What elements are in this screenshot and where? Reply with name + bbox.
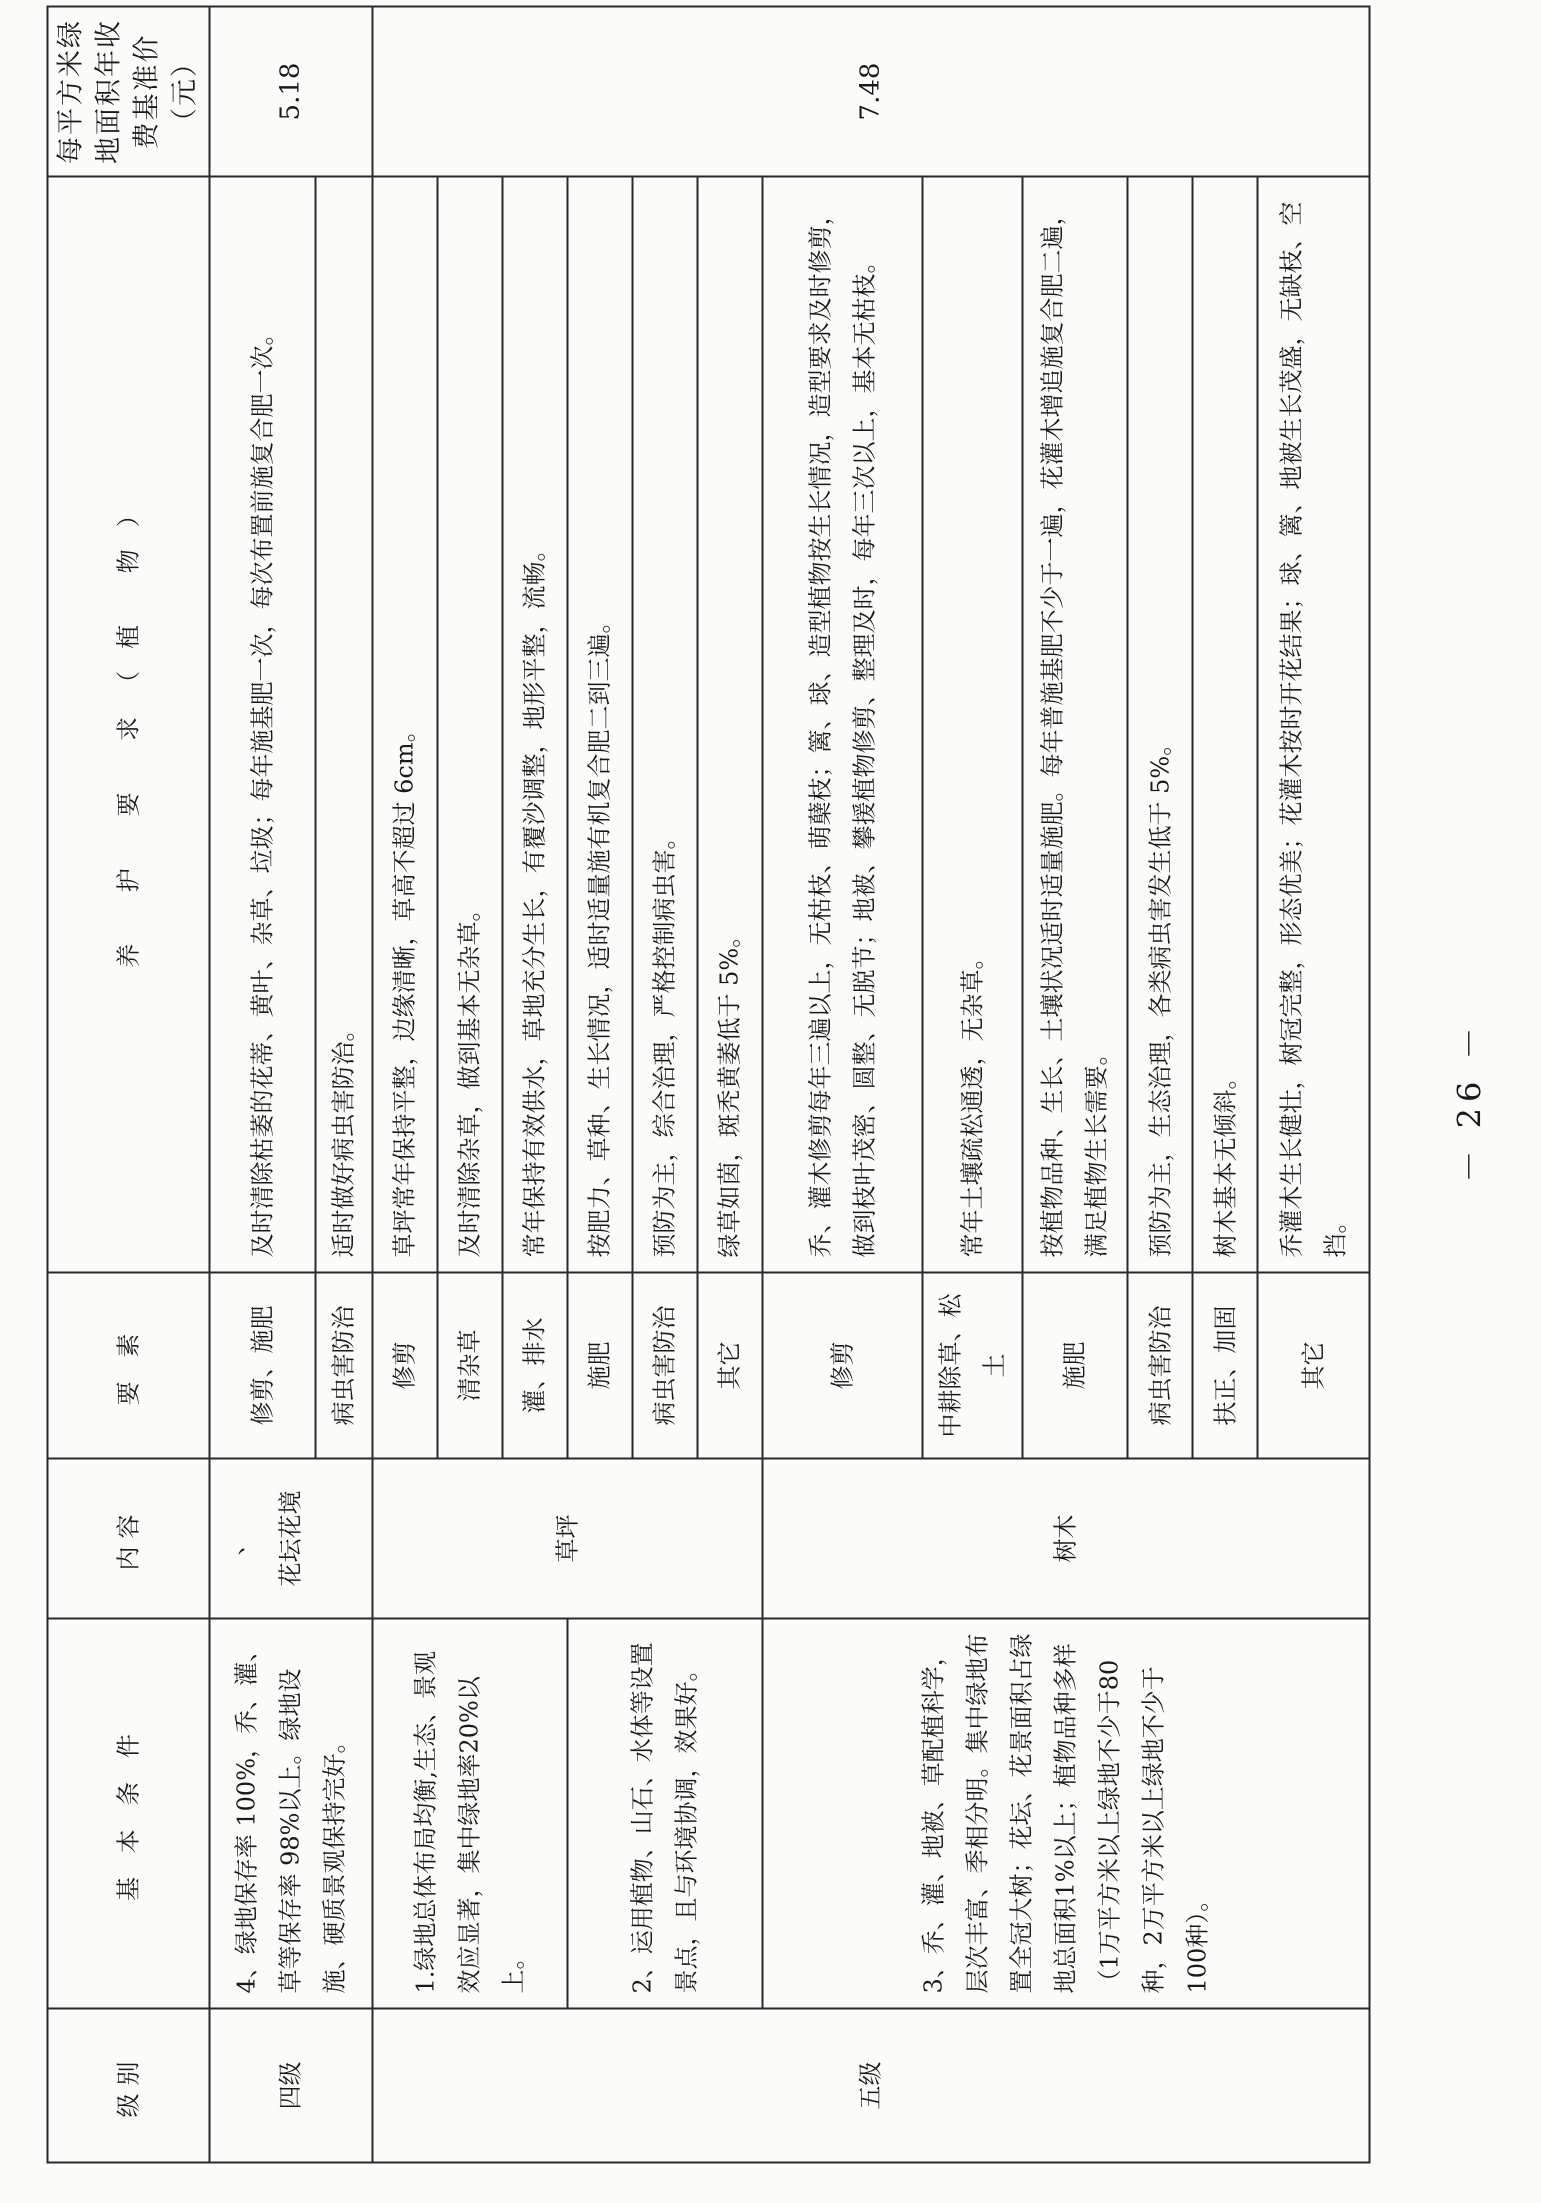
lawn-requirement-1: 草坪常年保持平整，边缘清晰，草高不超过 6cm。: [372, 176, 437, 1272]
table-row: [762, 6, 922, 2162]
level-5-basic-2: 2、运用植物、山石、水体等设置景点，且与环境协调，效果好。: [567, 1618, 762, 2008]
level-4-cell: 四级: [209, 2008, 372, 2162]
lawn-requirement-6: 绿草如茵，斑秃黄萎低于 5%。: [697, 176, 762, 1272]
stray-mark: 、: [220, 1531, 248, 1555]
lawn-element-1: 修剪: [372, 1272, 437, 1458]
lawn-requirement-5: 预防为主，综合治理，严格控制病虫害。: [632, 176, 697, 1272]
lawn-element-4: 施肥: [567, 1272, 632, 1458]
lawn-element-5: 病虫害防治: [632, 1272, 697, 1458]
trees-requirement-5: 树木基本无倾斜。: [1192, 176, 1257, 1272]
level-4-basic: 4、绿地保存率 100%，乔、灌、草等保存率 98%以上。绿地设施、硬质景观保持完好。: [209, 1618, 372, 2008]
header-content: 内容: [47, 1458, 209, 1618]
level-4-content: [209, 1458, 372, 1618]
lawn-requirement-3: 常年保持有效供水，草地充分生长，有覆沙调整，地形平整，流畅。: [502, 176, 567, 1272]
level-5-basic-3: 3、乔、灌、地被、草配植科学，层次丰富、季相分明。集中绿地布置全冠大树；花坛、花景面积占绿地总面积1%以上；植物品种多样（1万平方米以上绿地不少于80种，2万平方米以上绿地不少于100种）。: [762, 1618, 1370, 2008]
table-row: [372, 6, 437, 2162]
trees-element-1: 修剪: [762, 1272, 922, 1458]
page-number: － 26 －: [1450, 1020, 1488, 1183]
maintenance-standard-table: [46, 5, 1370, 2163]
level-4-content-label: 花坛花境: [276, 1490, 305, 1586]
table-row: [209, 6, 315, 2162]
table-row: [567, 6, 632, 2162]
trees-requirement-2: 常年土壤疏松通透，无杂草。: [922, 176, 1022, 1272]
trees-element-6: 其它: [1257, 1272, 1369, 1458]
lawn-content: 草坪: [372, 1458, 762, 1618]
lawn-element-3: 灌、排水: [502, 1272, 567, 1458]
header-level: 级别: [47, 2008, 209, 2162]
trees-content: 树木: [762, 1458, 1370, 1618]
lawn-requirement-4: 按肥力、草种、生长情况，适时适量施有机复合肥二到三遍。: [567, 176, 632, 1272]
header-element: 要 素: [47, 1272, 209, 1458]
lawn-requirement-2: 及时清除杂草，做到基本无杂草。: [437, 176, 502, 1272]
header-price: 每平方米绿地面积年收费基准价（元）: [47, 6, 209, 176]
trees-requirement-6: 乔灌木生长健壮，树冠完整，形态优美；花灌木按时开花结果；球、篱、地被生长茂盛，无缺枝、空挡。: [1257, 176, 1369, 1272]
level-5-basic-1: 1.绿地总体布局均衡,生态、景观效应显著，集中绿地率20%以上。: [372, 1618, 567, 2008]
trees-element-5: 扶正、加固: [1192, 1272, 1257, 1458]
trees-element-4: 病虫害防治: [1127, 1272, 1192, 1458]
level-4-element-1: 修剪、施肥: [209, 1272, 315, 1458]
level-4-price: 5.18: [209, 6, 372, 176]
level-5-price: 7.48: [372, 6, 1370, 176]
level-4-element-2: 病虫害防治: [315, 1272, 372, 1458]
lawn-element-6: 其它: [697, 1272, 762, 1458]
trees-requirement-3: 按植物品种、生长、土壤状况适时适量施肥。每年普施基肥不少于一遍，花灌木增追施复合肥二遍，满足植物生长需要。: [1022, 176, 1128, 1272]
header-row: [47, 6, 209, 2162]
header-requirement: 养 护 要 求（植 物）: [47, 176, 209, 1272]
level-4-requirement-1: 及时清除枯萎的花蒂、黄叶、杂草、垃圾；每年施基肥一次，每次布置前施复合肥一次。: [209, 176, 315, 1272]
trees-element-2: 中耕除草、松土: [922, 1272, 1022, 1458]
level-4-requirement-2: 适时做好病虫害防治。: [315, 176, 372, 1272]
trees-requirement-4: 预防为主，生态治理，各类病虫害发生低于 5%。: [1127, 176, 1192, 1272]
trees-element-3: 施肥: [1022, 1272, 1128, 1458]
lawn-element-2: 清杂草: [437, 1272, 502, 1458]
trees-requirement-1: 乔、灌木修剪每年三遍以上，无枯枝、萌蘖枝；篱、球、造型植物按生长情况，造型要求及时修剪，做到枝叶茂密、圆整、无脱节；地被、攀援植物修剪、整理及时，每年三次以上，基本无枯枝。: [762, 176, 922, 1272]
header-basic-conditions: 基 本 条 件: [47, 1618, 209, 2008]
level-5-cell: 五级: [372, 2008, 1370, 2162]
